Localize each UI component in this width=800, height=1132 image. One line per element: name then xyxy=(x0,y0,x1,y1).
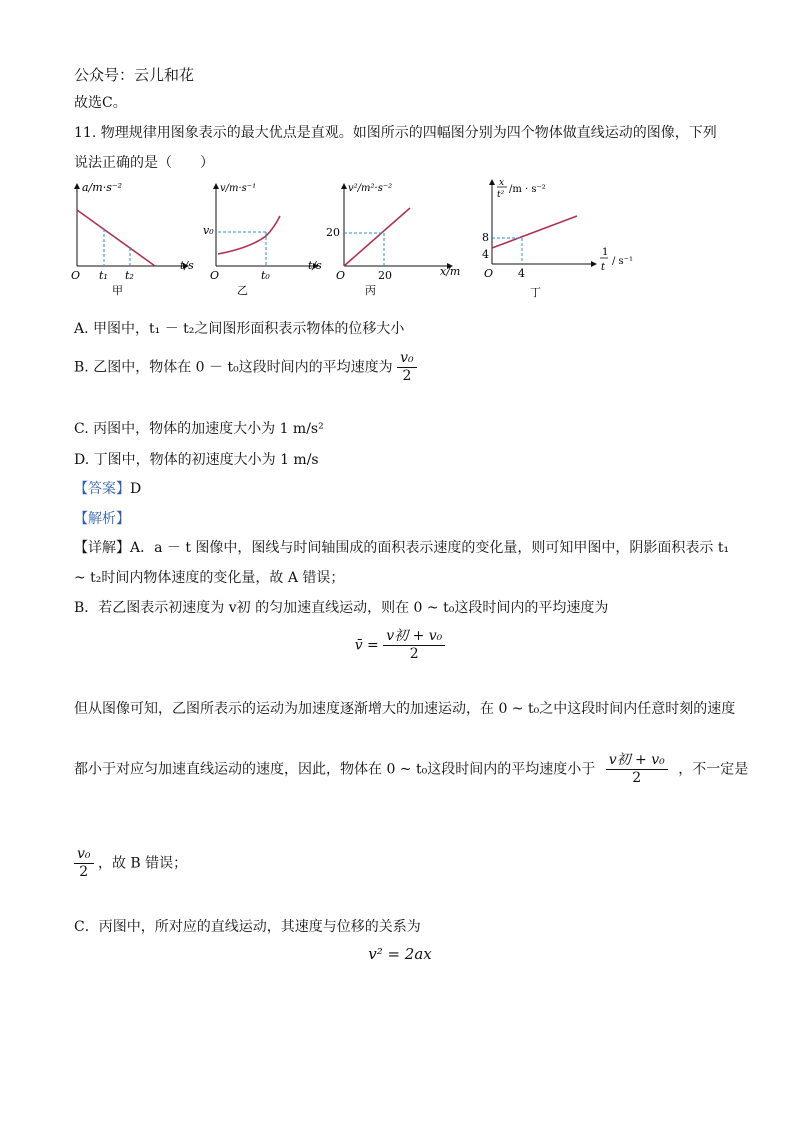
answer-value: D xyxy=(130,481,142,497)
question-line-2: 说法正确的是（ ） xyxy=(74,155,214,171)
yi-t0: t₀ xyxy=(261,269,270,282)
equation-fraction xyxy=(383,628,445,663)
answer xyxy=(74,478,141,498)
graph-jia xyxy=(60,176,210,301)
bing-caption: 丙 xyxy=(365,284,376,297)
yi-v0: v₀ xyxy=(203,224,214,237)
bing-ylabel: v²/m²·s⁻² xyxy=(348,183,393,194)
equation-numerator: v初 + v₀ xyxy=(383,628,445,646)
ding-origin: O xyxy=(484,267,494,280)
yi-ylabel: v/m·s⁻¹ xyxy=(220,183,257,194)
question-line-1: 11. 物理规律用图象表示的最大优点是直观。如图所示的四幅图分别为四个物体做直线运动的图像，下列 xyxy=(74,125,717,141)
explanation-b-line-1: B．若乙图表示初速度为 v初 的匀加速直线运动，则在 0 ~ t₀这段时间内的平均速度为 xyxy=(74,600,609,616)
ding-y8: 8 xyxy=(482,231,489,244)
bing-y20: 20 xyxy=(326,226,340,239)
option-c: C. 丙图中，物体的加速度大小为 1 m/s² xyxy=(74,421,324,437)
bing-xlabel: x/m xyxy=(440,265,461,278)
line-3-numerator: v初 + v₀ xyxy=(606,752,668,770)
line-4-numerator: v₀ xyxy=(74,846,94,864)
ding-caption: 丁 xyxy=(530,286,541,299)
jia-t1: t₁ xyxy=(99,269,108,282)
answer-label: 【答案】 xyxy=(74,481,130,497)
ding-ylabel-num: x xyxy=(499,178,505,188)
yi-xlabel: t/s xyxy=(308,259,322,272)
ding-ylabel-den: t² xyxy=(497,190,505,200)
yi-caption: 乙 xyxy=(237,284,248,297)
explanation-c-line-1: C．丙图中，所对应的直线运动，其速度与位移的关系为 xyxy=(74,919,421,935)
ding-x4: 4 xyxy=(518,267,525,280)
explanation-b-line-4-fraction xyxy=(74,846,94,881)
option-b-fraction xyxy=(397,350,417,385)
ding-xlabel-unit: / s⁻¹ xyxy=(612,256,633,267)
bing-x20: 20 xyxy=(378,269,392,282)
option-b-numerator: v₀ xyxy=(397,350,417,368)
option-b xyxy=(74,350,417,385)
jia-caption: 甲 xyxy=(112,284,123,297)
equation-lhs: v̄ = xyxy=(354,637,379,654)
graph-bing xyxy=(322,176,472,301)
graph-yi xyxy=(200,176,335,301)
previous-conclusion: 故选C。 xyxy=(74,95,127,111)
jia-t2: t₂ xyxy=(125,269,134,282)
explanation-b-line-4 xyxy=(74,846,187,881)
option-b-denominator: 2 xyxy=(402,367,412,384)
analysis-label: 【解析】 xyxy=(74,511,130,527)
jia-ylabel: a/m·s⁻² xyxy=(82,181,123,194)
jia-xlabel: t/s xyxy=(180,259,194,272)
ding-xlabel-den: t xyxy=(601,262,606,273)
explanation-a-line-1: 【详解】A．a － t 图像中，图线与时间轴围成的面积表示速度的变化量，则可知甲图中，阴影面积表示 t₁ xyxy=(74,540,730,556)
explanation-b-line-3-text: 都小于对应匀加速直线运动的速度，因此，物体在 0 ~ t₀这段时间内的平均速度小于 xyxy=(74,761,596,778)
jia-origin: O xyxy=(71,269,81,282)
explanation-b-line-3-fraction xyxy=(606,752,668,787)
equation-denominator: 2 xyxy=(409,645,419,662)
equation-average-velocity xyxy=(0,628,800,663)
yi-origin: O xyxy=(210,269,220,282)
ding-xlabel-num: 1 xyxy=(602,247,609,258)
ding-y4: 4 xyxy=(482,248,489,261)
equation-velocity-displacement: v² = 2ax xyxy=(368,945,432,963)
option-d: D. 丁图中，物体的初速度大小为 1 m/s xyxy=(74,452,319,468)
explanation-b-line-3-tail: ，不一定是 xyxy=(678,761,749,778)
option-a: A. 甲图中，t₁ － t₂之间图形面积表示物体的位移大小 xyxy=(74,321,405,337)
explanation-a-line-2: ~ t₂时间内物体速度的变化量，故 A 错误； xyxy=(74,570,345,586)
explanation-b-line-2: 但从图像可知，乙图所表示的运动为加速度逐渐增大的加速运动，在 0 ~ t₀之中这段时间内任意时刻的速度 xyxy=(74,701,736,717)
explanation-b-line-4-tail: ，故 B 错误； xyxy=(97,855,188,872)
bing-origin: O xyxy=(336,269,346,282)
option-b-text: B. 乙图中，物体在 0 － t₀这段时间内的平均速度为 xyxy=(74,359,393,376)
ding-ylabel-unit: /m · s⁻² xyxy=(509,184,546,195)
explanation-b-line-3 xyxy=(74,752,748,787)
line-4-denominator: 2 xyxy=(79,863,89,880)
graph-ding xyxy=(474,172,654,302)
page-header: 公众号：云儿和花 xyxy=(74,66,195,84)
line-3-denominator: 2 xyxy=(632,769,642,786)
